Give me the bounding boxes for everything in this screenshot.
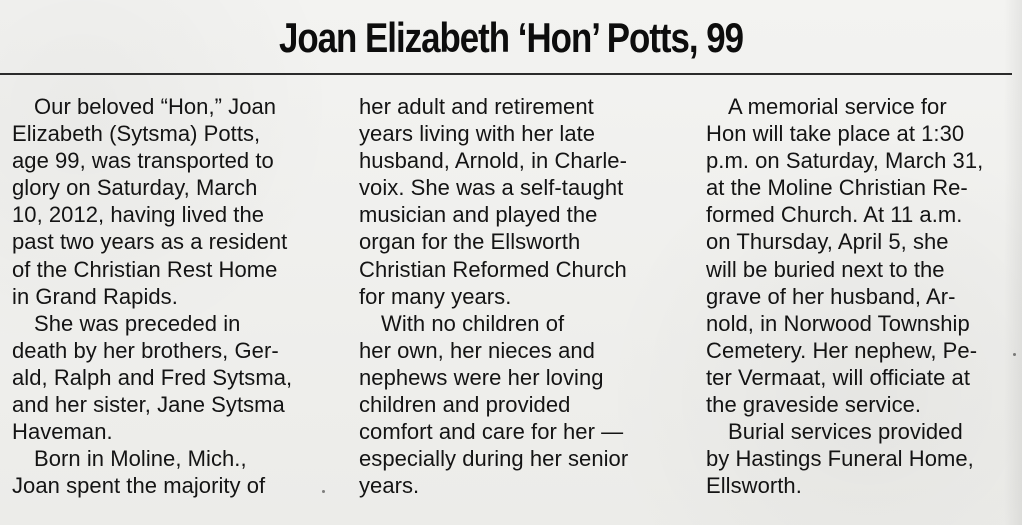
column-line: musician and played the — [359, 202, 598, 228]
column-line: of the Christian Rest Home — [12, 256, 278, 282]
column-line: Burial services provided — [728, 419, 963, 445]
column-2 — [359, 93, 667, 499]
column-line: will be buried next to the — [706, 256, 945, 282]
obituary-columns — [12, 93, 1004, 517]
column-line: Hon will take place at 1:30 — [706, 121, 965, 147]
column-line: nephews were her loving — [359, 364, 604, 390]
column-line: Joan spent the majority of — [12, 473, 266, 499]
column-line: at the Moline Christian Re- — [706, 175, 968, 201]
column-line: comfort and care for her — — [359, 419, 624, 445]
column-line: ter Vermaat, will officiate at — [706, 364, 970, 390]
column-line: Christian Reformed Church — [359, 256, 627, 282]
column-line: years living with her late — [359, 121, 596, 147]
column-line: grave of her husband, Ar- — [706, 283, 956, 309]
column-line: husband, Arnold, in Charle- — [359, 148, 627, 174]
column-line: Born in Moline, Mich., — [34, 446, 247, 472]
column-line: A memorial service for — [728, 94, 947, 119]
column-line: glory on Saturday, March — [12, 175, 258, 201]
column-line: past two years as a resident — [12, 229, 288, 255]
column-line: organ for the Ellsworth — [359, 229, 581, 255]
column-line: Elizabeth (Sytsma) Potts, — [12, 121, 261, 147]
column-line: age 99, was transported to — [12, 148, 274, 174]
column-line: formed Church. At 11 a.m. — [706, 202, 963, 228]
column-line: Cemetery. Her nephew, Pe- — [706, 337, 978, 363]
obituary-headline: Joan Elizabeth ‘Hon’ Potts, 99 — [278, 14, 744, 61]
column-line: Ellsworth. — [706, 473, 802, 499]
column-line: years. — [359, 473, 420, 499]
column-line: With no children of — [381, 310, 565, 336]
scan-edge-shadow — [1004, 0, 1022, 525]
column-3 — [706, 93, 1014, 499]
column-line: the graveside service. — [706, 392, 922, 418]
scan-speck — [322, 490, 325, 493]
column-line: nold, in Norwood Township — [706, 310, 970, 336]
column-line: p.m. on Saturday, March 31, — [706, 148, 984, 174]
column-line: She was preceded in — [34, 310, 241, 336]
column-1 — [12, 93, 320, 499]
headline-divider — [0, 73, 1012, 75]
column-line: children and provided — [359, 392, 571, 418]
column-line: her adult and retirement — [359, 94, 594, 119]
column-line: 10, 2012, having lived the — [12, 202, 265, 228]
column-line: Our beloved “Hon,” Joan — [34, 94, 277, 119]
column-line: ald, Ralph and Fred Sytsma, — [12, 364, 293, 390]
column-line: in Grand Rapids. — [12, 283, 178, 309]
column-line: death by her brothers, Ger- — [12, 337, 279, 363]
column-line: Haveman. — [12, 419, 113, 445]
column-line: and her sister, Jane Sytsma — [12, 392, 285, 418]
column-line: on Thursday, April 5, she — [706, 229, 949, 255]
column-line: her own, her nieces and — [359, 337, 595, 363]
column-line: for many years. — [359, 283, 512, 309]
column-line: voix. She was a self-taught — [359, 175, 624, 201]
column-line: especially during her senior — [359, 446, 629, 472]
column-line: by Hastings Funeral Home, — [706, 446, 974, 472]
